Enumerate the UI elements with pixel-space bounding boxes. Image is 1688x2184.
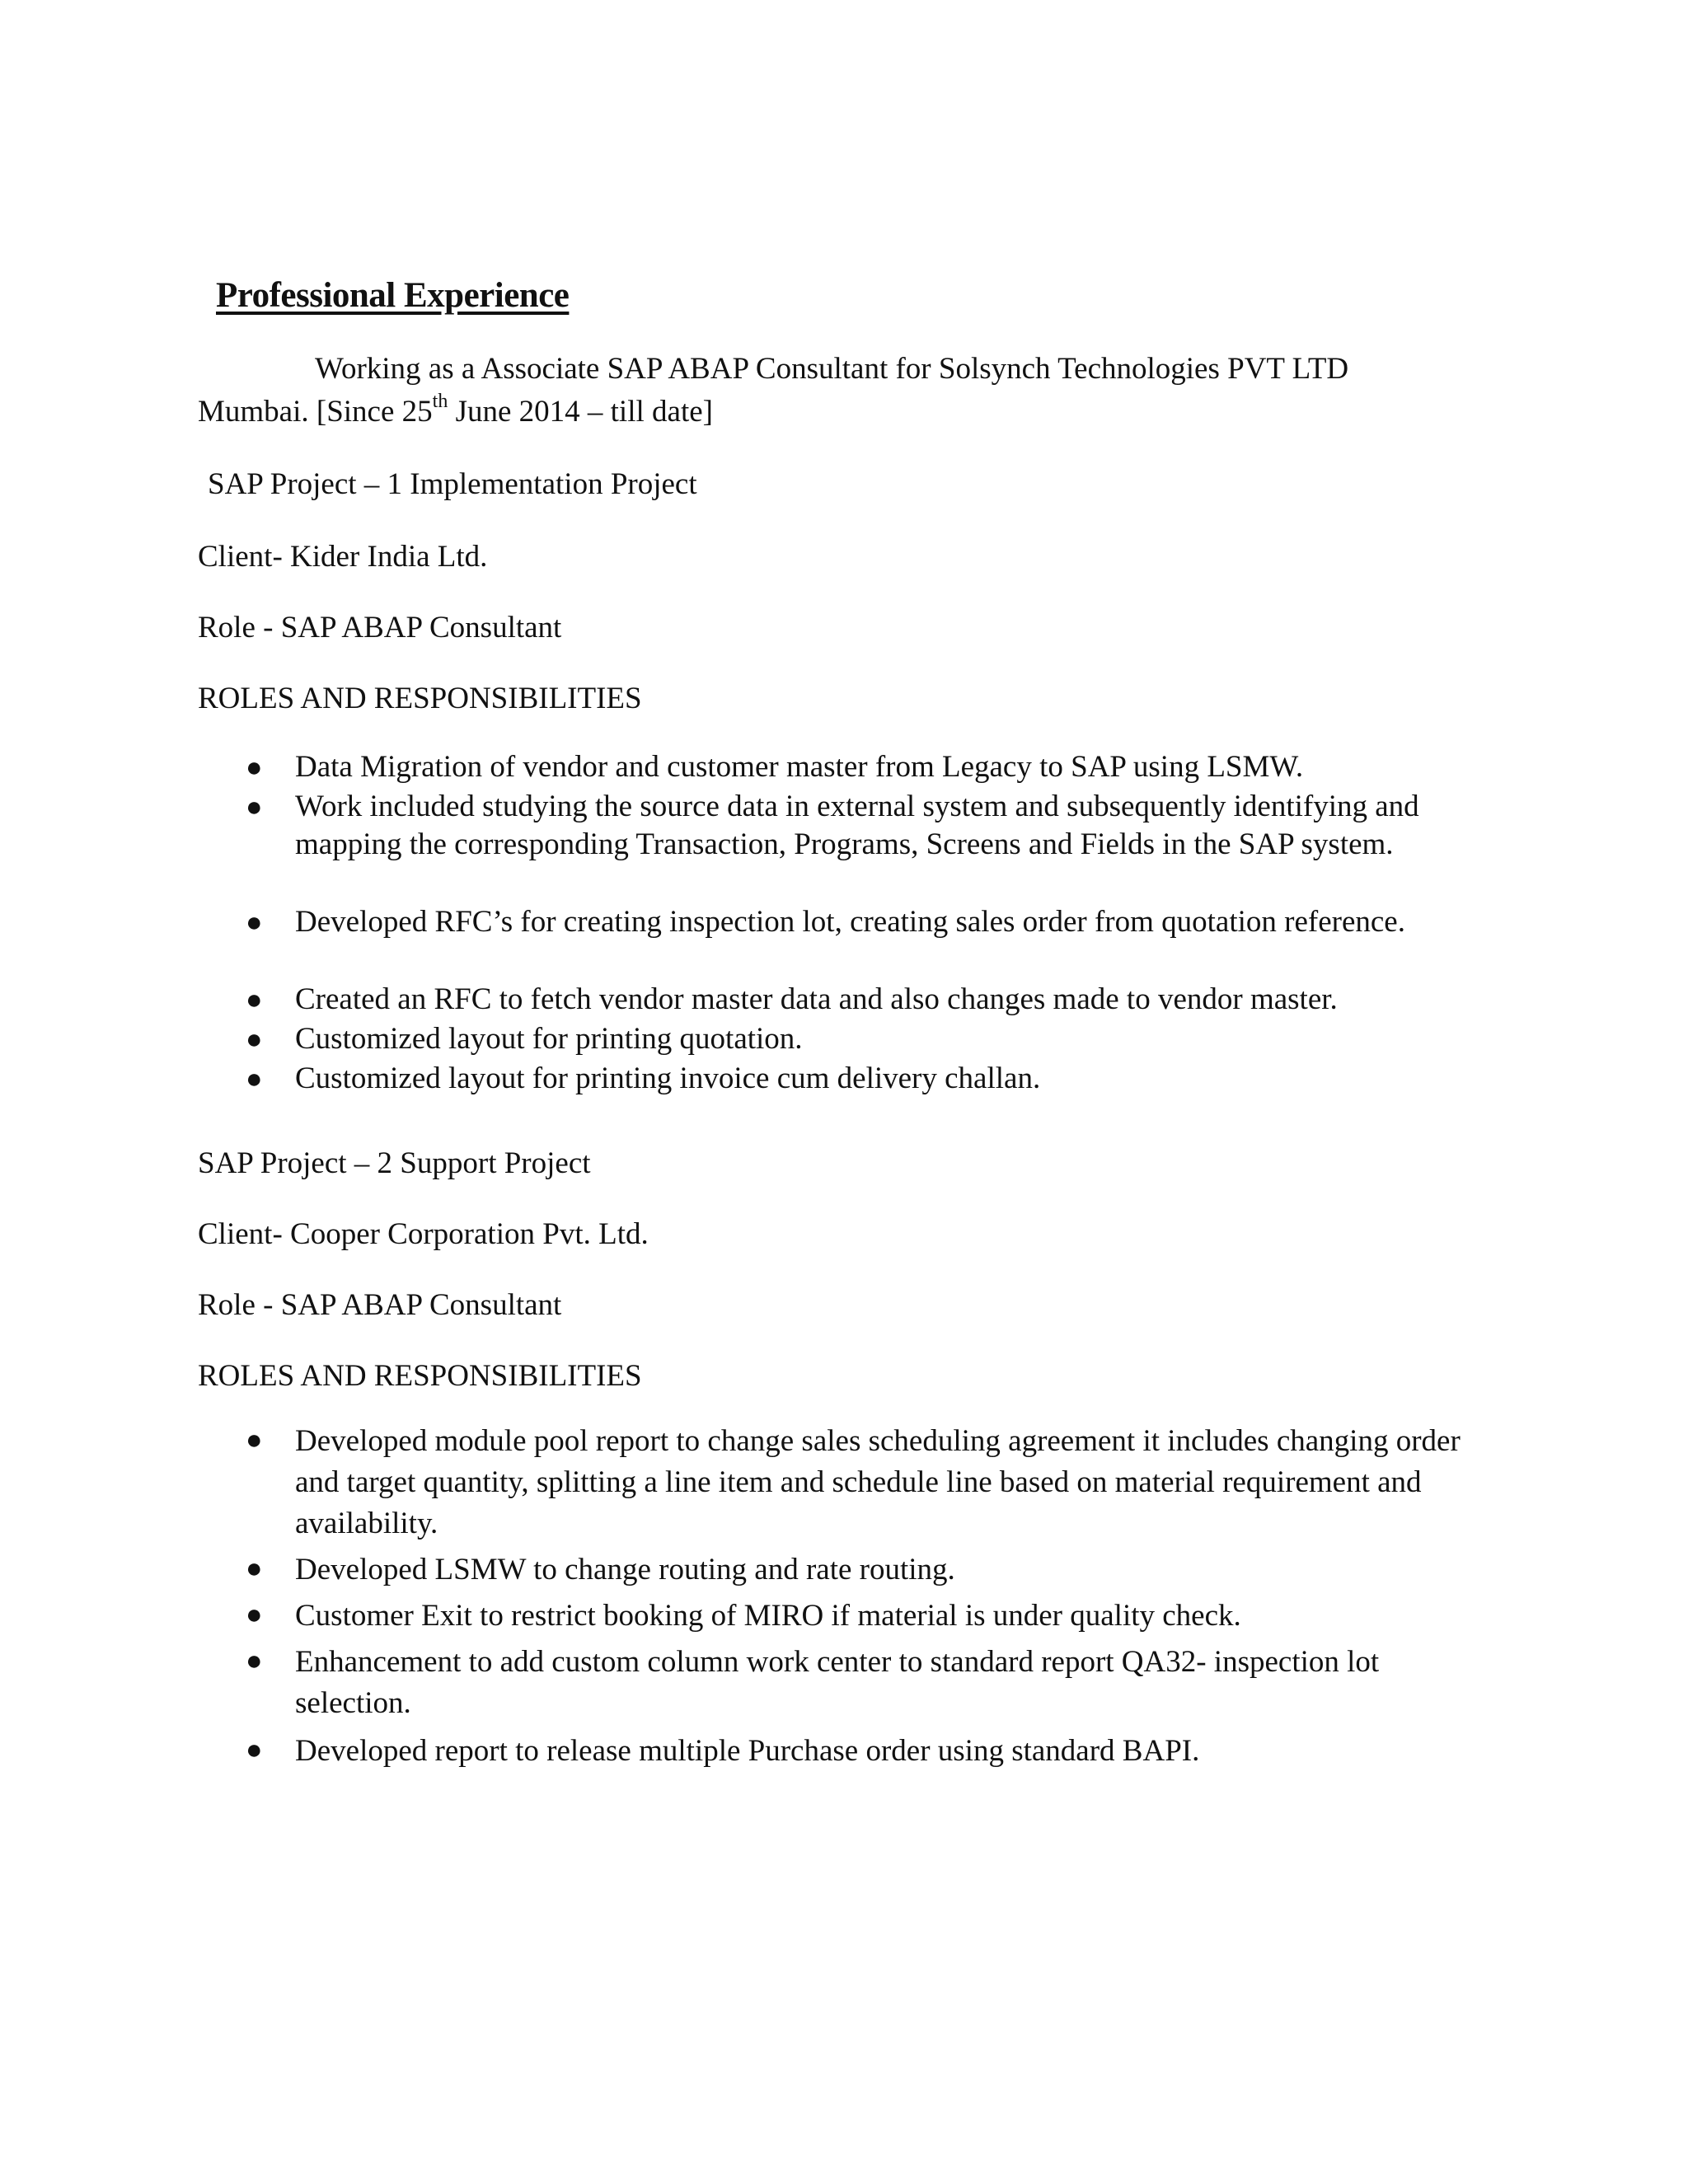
list-item-text: Work included studying the source data in external system and subsequently identifying and mapping the corresponding Transaction, Programs, Screens and Fields in the SAP system. bbox=[295, 790, 1419, 861]
bullet-icon: ● bbox=[246, 1735, 263, 1765]
bullet-icon: ● bbox=[246, 985, 263, 1015]
project-2-client: Client- Cooper Corporation Pvt. Ltd. bbox=[198, 1217, 649, 1251]
intro-ordinal-suffix: th bbox=[432, 390, 448, 412]
project-1-role: Role - SAP ABAP Consultant bbox=[198, 611, 562, 644]
bullet-icon: ● bbox=[246, 1554, 263, 1584]
section-heading: Professional Experience bbox=[216, 276, 570, 315]
bullet-icon: ● bbox=[246, 1064, 263, 1094]
list-item-text: Data Migration of vendor and customer master from Legacy to SAP using LSMW. bbox=[295, 750, 1304, 784]
list-item-text: Enhancement to add custom column work center to standard report QA32- inspection lot selection. bbox=[295, 1645, 1380, 1720]
intro-since: Mumbai. [Since 25 bbox=[198, 395, 433, 429]
project-2-roles-heading: ROLES AND RESPONSIBILITIES bbox=[198, 1359, 642, 1393]
bullet-icon: ● bbox=[246, 792, 263, 823]
bullet-icon: ● bbox=[246, 1646, 263, 1676]
list-item-text: Developed LSMW to change routing and rate routing. bbox=[295, 1553, 955, 1586]
project-1-roles-heading: ROLES AND RESPONSIBILITIES bbox=[198, 682, 642, 715]
list-item-text: Created an RFC to fetch vendor master data and also changes made to vendor master. bbox=[295, 982, 1338, 1016]
project-2-role: Role - SAP ABAP Consultant bbox=[198, 1288, 562, 1322]
list-item-text: Customer Exit to restrict booking of MIRO if material is under quality check. bbox=[295, 1599, 1241, 1633]
list-item-text: Developed report to release multiple Purchase order using standard BAPI. bbox=[295, 1734, 1200, 1768]
intro-line-2 bbox=[198, 392, 713, 432]
bullet-icon: ● bbox=[246, 907, 263, 938]
bullet-icon: ● bbox=[246, 1024, 263, 1055]
list-item-text: Customized layout for printing quotation. bbox=[295, 1022, 803, 1056]
intro-line-1: Working as a Associate SAP ABAP Consultant for Solsynch Technologies PVT LTD bbox=[315, 352, 1349, 386]
project-1-title: SAP Project – 1 Implementation Project bbox=[208, 467, 697, 501]
list-item-text: Developed RFC’s for creating inspection lot, creating sales order from quotation reference. bbox=[295, 905, 1405, 939]
project-2-title: SAP Project – 2 Support Project bbox=[198, 1146, 591, 1180]
bullet-icon: ● bbox=[246, 1600, 263, 1630]
list-item-text: Developed module pool report to change sales scheduling agreement it includes changing order and target quantity, splitting a line item and schedule line based on material requirement and availability. bbox=[295, 1424, 1461, 1540]
bullet-icon: ● bbox=[246, 1425, 263, 1455]
project-1-client: Client- Kider India Ltd. bbox=[198, 540, 488, 574]
intro-date: June 2014 – till date] bbox=[448, 395, 713, 429]
list-item-text: Customized layout for printing invoice cum delivery challan. bbox=[295, 1062, 1041, 1095]
bullet-icon: ● bbox=[246, 752, 263, 783]
